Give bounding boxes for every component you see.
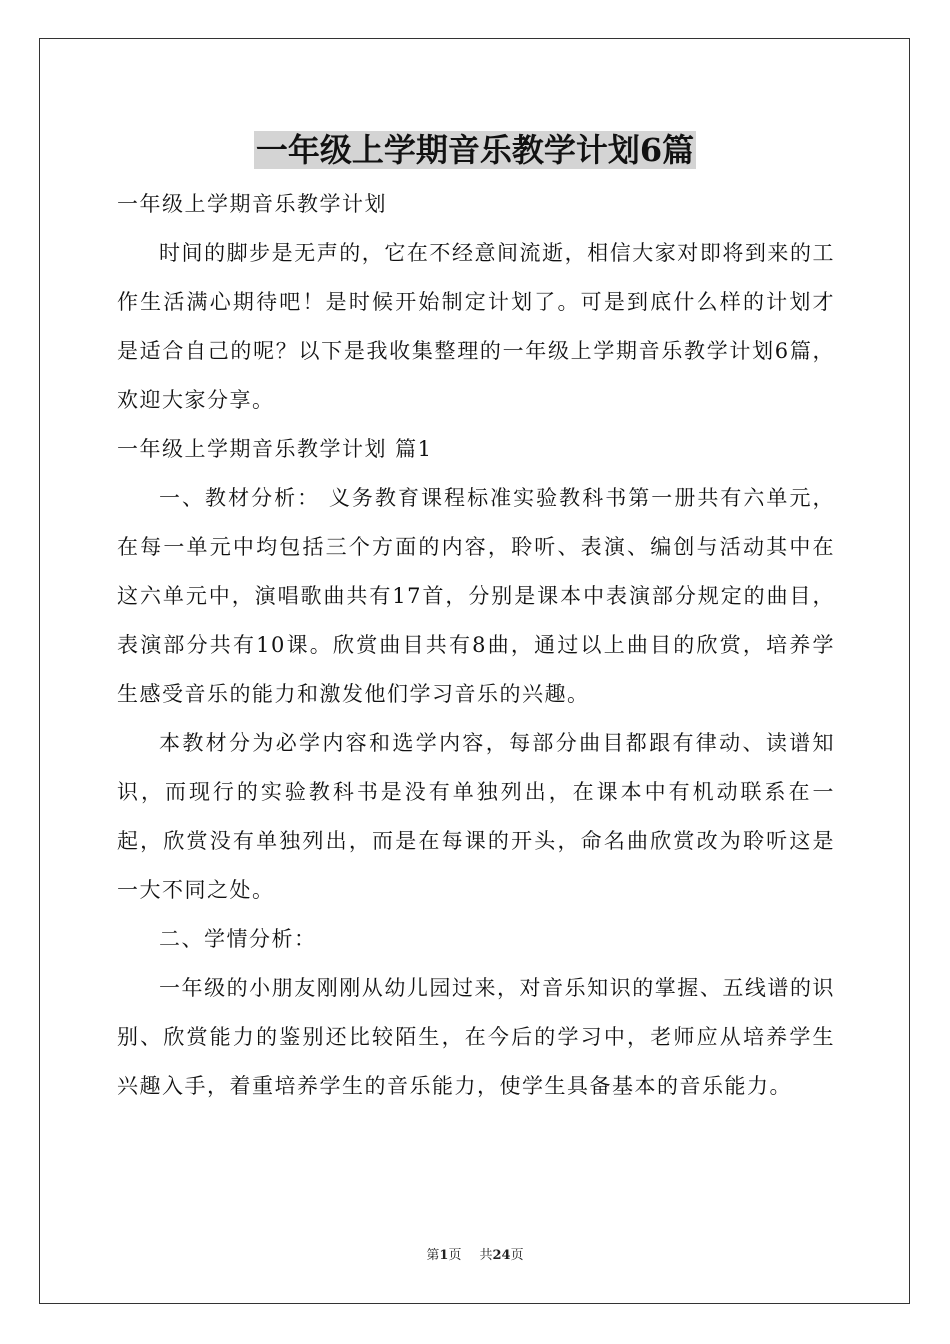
document-body bbox=[117, 180, 835, 1111]
paragraph-textbook-analysis: 一、教材分析： 义务教育课程标准实验教科书第一册共有六单元，在每一单元中均包括三个方面的内容，聆听、表演、编创与活动其中在这六单元中，演唱歌曲共有17首，分别是课本中表演部分规定的曲目，表演部分共有10课。欣赏曲目共有8曲，通过以上曲目的欣赏，培养学生感受音乐的能力和激发他们学习音乐的兴趣。 bbox=[117, 486, 835, 706]
footer-total-pages: 24 bbox=[492, 1248, 511, 1263]
footer-total-suffix: 页 bbox=[510, 1248, 524, 1263]
document-title bbox=[0, 126, 950, 174]
footer-page-suffix: 页 bbox=[448, 1248, 462, 1263]
paragraph-learner-heading: 二、学情分析： bbox=[159, 927, 317, 951]
footer-page-prefix: 第 bbox=[426, 1248, 440, 1263]
paragraph-section-heading: 一年级上学期音乐教学计划 篇1 bbox=[117, 437, 433, 461]
footer-page-number: 1 bbox=[439, 1248, 449, 1263]
paragraph-learner-analysis: 一年级的小朋友刚刚从幼儿园过来，对音乐知识的掌握、五线谱的识别、欣赏能力的鉴别还比较陌生，在今后的学习中，老师应从培养学生兴趣入手，着重培养学生的音乐能力，使学生具备基本的音乐能力。 bbox=[117, 976, 835, 1098]
document-title-text: 一年级上学期音乐教学计划6篇 bbox=[255, 131, 695, 169]
paragraph-intro: 时间的脚步是无声的，它在不经意间流逝，相信大家对即将到来的工作生活满心期待吧！是时候开始制定计划了。可是到底什么样的计划才是适合自己的呢？以下是我收集整理的一年级上学期音乐教学计划6篇，欢迎大家分享。 bbox=[117, 241, 835, 412]
paragraph-textbook-structure: 本教材分为必学内容和选学内容，每部分曲目都跟有律动、读谱知识，而现行的实验教科书是没有单独列出，在课本中有机动联系在一起，欣赏没有单独列出，而是在每课的开头，命名曲欣赏改为聆听这是一大不同之处。 bbox=[117, 731, 835, 902]
page-footer bbox=[0, 1244, 950, 1263]
footer-total-prefix: 共 bbox=[479, 1248, 493, 1263]
paragraph-subtitle: 一年级上学期音乐教学计划 bbox=[117, 192, 387, 216]
